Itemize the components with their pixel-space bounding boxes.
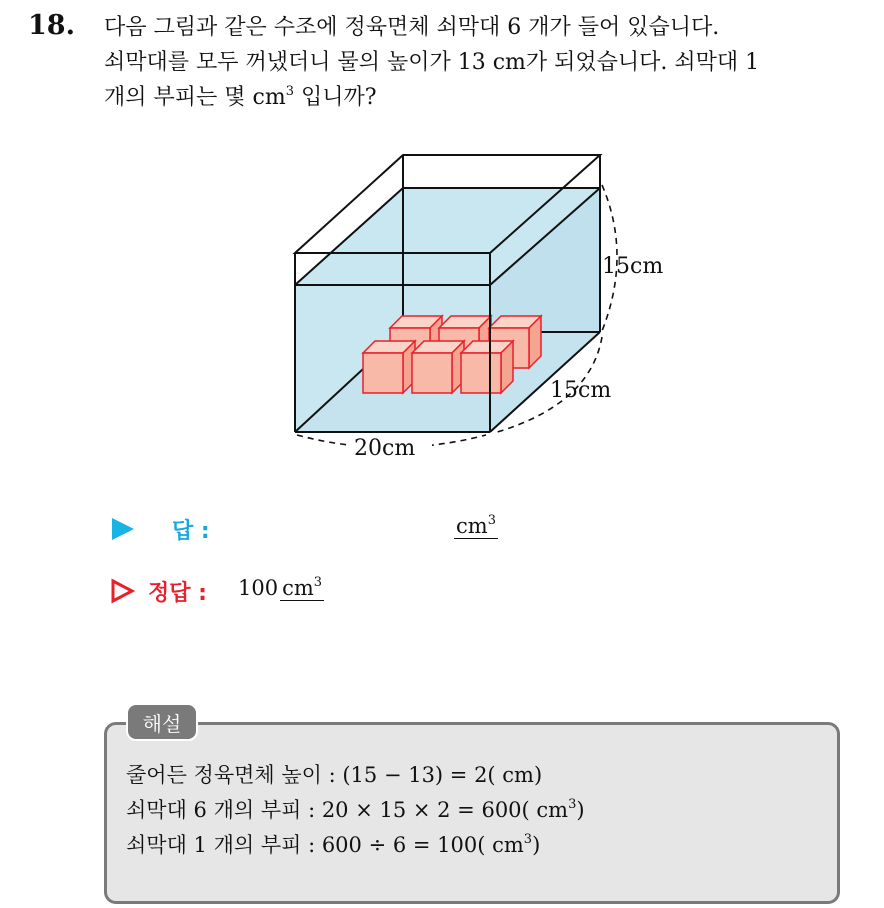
play-arrow-icon	[112, 518, 134, 540]
height-label: 15cm	[602, 254, 664, 279]
answer-label: 답 :	[172, 519, 210, 544]
iron-cube	[412, 341, 464, 393]
answer-row	[112, 512, 562, 548]
explanation-line-1: 줄어든 정육면체 높이 : (15 − 13) = 2( cm)	[126, 763, 543, 787]
answer-unit-sup: 3	[487, 513, 496, 528]
width-label: 20cm	[354, 436, 416, 461]
question-line-1: 다음 그림과 같은 수조에 정육면체 쇠막대 6 개가 들어 있습니다.	[104, 15, 720, 40]
explanation-tag: 해설	[126, 703, 198, 741]
correct-answer-unit-text: cm	[282, 576, 314, 600]
explanation-line-3-main: 쇠막대 1 개의 부피 : 600 ÷ 6 = 100( cm	[126, 833, 524, 857]
answer-unit-text: cm	[456, 514, 488, 538]
tank-figure	[280, 145, 700, 479]
explanation-line-2-tail: )	[576, 798, 585, 822]
tank-svg	[280, 145, 700, 475]
correct-answer-row	[110, 574, 560, 610]
question-unit-sup: 3	[285, 84, 294, 99]
explanation-line-3-tail: )	[532, 833, 541, 857]
explanation-line-2	[126, 793, 585, 828]
explanation-line-2-sup: 3	[568, 797, 577, 812]
question-line-3-tail: 입니까?	[293, 85, 377, 110]
correct-answer-unit	[280, 576, 324, 601]
outline-arrow-icon	[110, 578, 136, 604]
explanation-line-2-main: 쇠막대 6 개의 부피 : 20 × 15 × 2 = 600( cm	[126, 798, 569, 822]
answer-unit[interactable]	[454, 514, 498, 539]
correct-answer-value-wrap	[238, 576, 324, 600]
question-text	[104, 10, 874, 115]
question-number: 18.	[28, 10, 75, 41]
correct-answer-unit-sup: 3	[313, 575, 323, 590]
question-line-2: 쇠막대를 모두 꺼냈더니 물의 높이가 13 cm가 되었습니다. 쇠막대 1	[104, 50, 760, 75]
correct-answer-label: 정답 :	[148, 581, 207, 606]
explanation-line-3-sup: 3	[523, 832, 533, 847]
depth-label: 15cm	[550, 378, 612, 403]
correct-answer-value: 100	[238, 576, 279, 600]
explanation-line-3	[126, 828, 585, 863]
explanation-lines	[126, 758, 585, 863]
iron-cube	[461, 341, 513, 393]
question-line-3	[104, 80, 874, 115]
iron-cube	[363, 341, 415, 393]
question-line-3-main: 개의 부피는 몇 cm	[104, 85, 286, 110]
